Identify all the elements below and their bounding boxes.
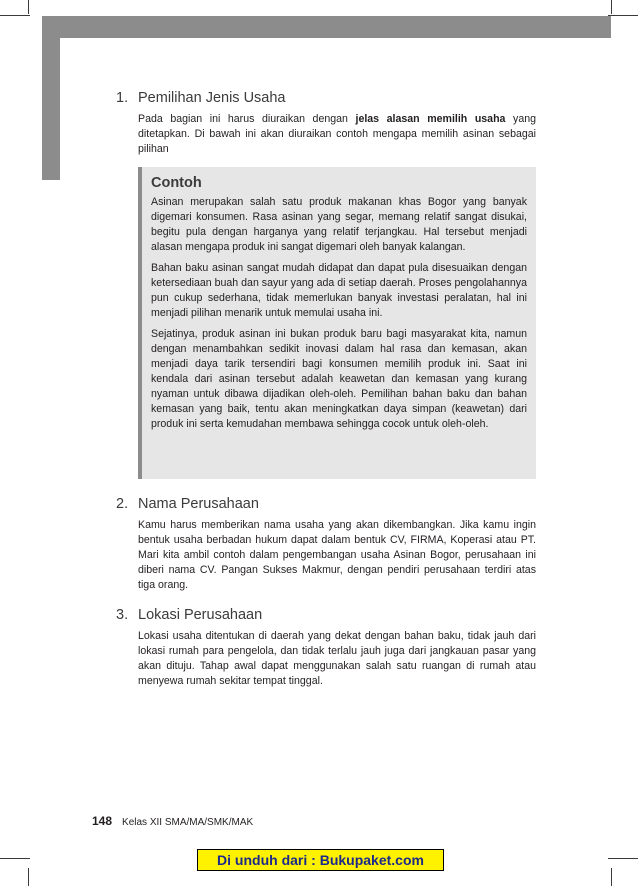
page-footer: [92, 814, 253, 828]
section-heading: [116, 607, 536, 623]
section-number: 1.: [116, 90, 129, 106]
body-bold-text: jelas alasan memilih usaha: [355, 113, 506, 125]
example-title: Contoh: [151, 175, 202, 191]
section-lokasi-perusahaan: [116, 607, 536, 689]
section-body: [138, 112, 536, 157]
section-body: Lokasi usaha ditentukan di daerah yang dekat dengan bahan baku, tidak jauh dari lokasi rumah para pengelola, dan tidak terlalu jauh juga dari jangkauan pasar yang akan dituju. Tahap awal dapat menggunakan salah satu ruangan di rumah atau menyewa rumah sekitar tempat tinggal.: [138, 630, 536, 687]
section-title: Nama Perusahaan: [138, 496, 259, 512]
crop-mark: [0, 15, 30, 16]
section-number: 3.: [116, 607, 129, 623]
crop-mark: [611, 0, 612, 14]
crop-mark: [611, 868, 612, 886]
section-body: Kamu harus memberikan nama usaha yang akan dikembangkan. Jika kamu ingin bentuk usaha berbadan hukum dapat dalam bentuk CV, FIRMA, Koperasi atau PT. Mari kita ambil contoh dalam pengembangan usaha Asinan Bogor, perusahaan ini diberi nama CV. Pangan Sukses Makmur, dengan pendiri perusahaan terdiri atas tiga orang.: [138, 519, 536, 591]
page-number: 148: [92, 814, 113, 828]
section-heading: [116, 90, 536, 106]
body-text: yang ditetapkan. Di bawah ini akan diuraikan contoh mengapa memilih asinan sebagai pilihan: [138, 113, 537, 155]
section-title: Pemilihan Jenis Usaha: [138, 90, 286, 106]
crop-mark: [28, 0, 29, 14]
section-number: 2.: [116, 496, 129, 512]
crop-mark: [608, 15, 638, 16]
example-paragraph: Asinan merupakan salah satu produk makanan khas Bogor yang banyak digemari konsumen. Rasa asinan yang segar, memang relatif sangat disukai, begitu pula dengan harganya yang relatif terjangkau. Hal tersebut menjadi alasan mengapa produk ini sangat digemari oleh banyak kalangan.: [151, 196, 527, 253]
section-title: Lokasi Perusahaan: [138, 607, 263, 623]
section-pemilihan-jenis-usaha: [116, 90, 536, 157]
crop-mark: [28, 868, 29, 886]
section-nama-perusahaan: [116, 496, 536, 593]
download-banner[interactable]: Di unduh dari : Bukupaket.com: [197, 849, 444, 871]
header-band: [42, 16, 611, 38]
crop-mark: [0, 858, 30, 859]
section-heading: [116, 496, 536, 512]
example-box: [138, 167, 536, 479]
side-bar-decoration: [42, 38, 60, 180]
example-paragraph: Sejatinya, produk asinan ini bukan produk baru bagi masyarakat kita, namun dengan menambahkan sedikit inovasi dalam hal rasa dan kemasan, akan menjadi daya tarik tersendiri bagi konsumen memilih produk ini. Saat ini kendala dari asinan tersebut adalah keawetan dan kemasan yang kurang nyaman untuk dibawa dijadikan oleh-oleh. Pemilihan bahan baku dan bahan kemasan yang baik, tentu akan meningkatkan daya simpan (keawetan) dari produk ini serta kemudahan membawa sehingga cocok untuk oleh-oleh.: [151, 328, 527, 430]
example-paragraph: Bahan baku asinan sangat mudah didapat dan dapat pula disesuaikan dengan ketersediaan buah dan sayur yang ada di setiap daerah. Proses pengolahannya pun cukup sederhana, tidak memerlukan banyak investasi peralatan, hal ini menjadi pilihan menarik untuk memulai usaha ini.: [151, 262, 527, 319]
body-text: Pada bagian ini harus diuraikan dengan: [138, 113, 356, 125]
crop-mark: [608, 858, 638, 859]
book-title: Kelas XII SMA/MA/SMK/MAK: [122, 817, 254, 828]
